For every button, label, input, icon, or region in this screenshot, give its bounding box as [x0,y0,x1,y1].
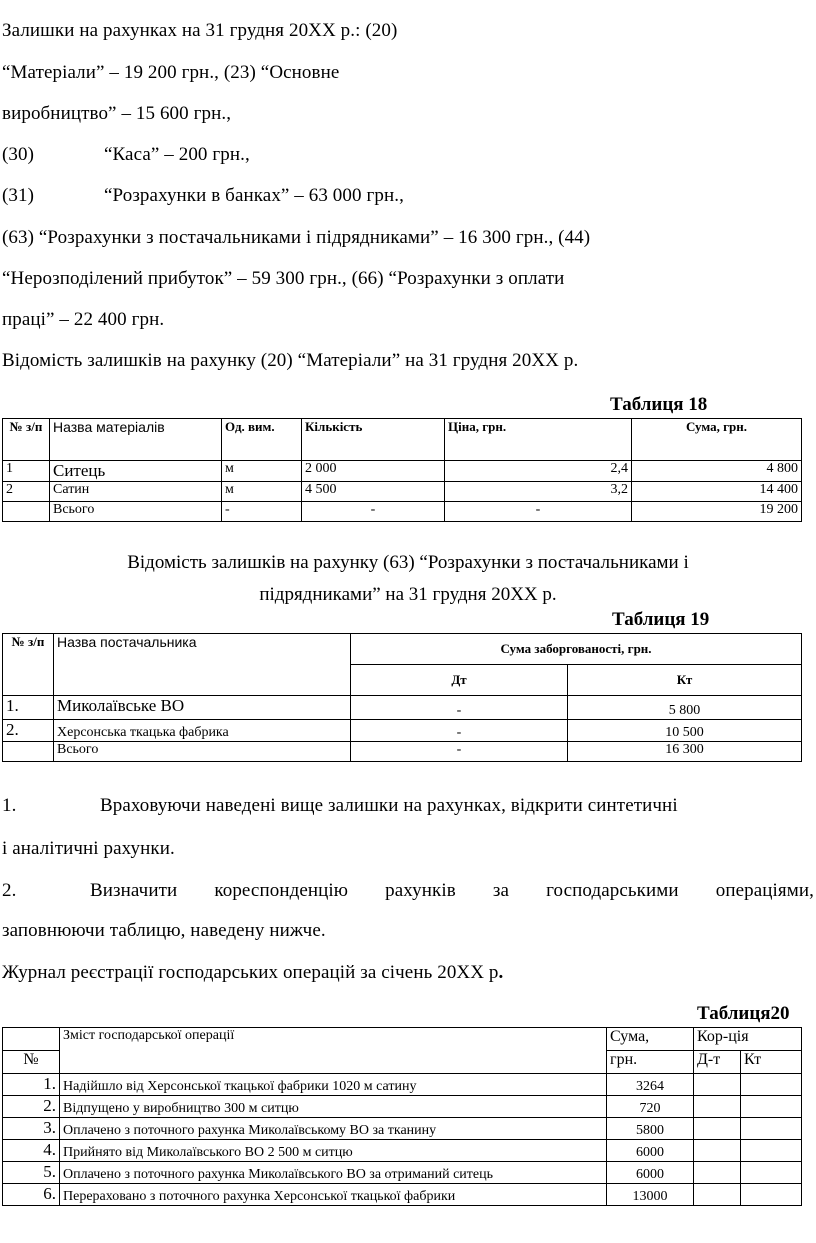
table19-caption: Таблиця 19 [612,609,710,630]
journal-heading [2,962,503,984]
table20-cell-content: Відпущено у виробництво 300 м ситцю [60,1096,607,1118]
table19 [2,633,802,762]
table20-cell-kt[interactable] [741,1184,802,1206]
table20-cell-num: 6. [3,1184,60,1206]
table20-cell-kt[interactable] [741,1162,802,1184]
task-1-line-2: і аналітичні рахунки. [2,838,175,859]
table20-cell-sum: 3264 [607,1074,694,1096]
table20-cell-dt[interactable] [694,1074,741,1096]
table18-total-qty: - [302,502,445,522]
table-row [3,1184,802,1206]
task-number: 2. [2,880,17,901]
task-1-line-1 [2,795,814,817]
table20-header-kt: Кт [741,1051,802,1074]
table-row [3,1074,802,1096]
task-text: Визначити кореспонденцію рахунків за господарськими операціями, [90,880,814,901]
table-row [3,1096,802,1118]
table20-cell-sum: 6000 [607,1140,694,1162]
account-number: (31) [2,185,35,206]
table18-header-sum: Сума, грн. [632,419,802,461]
table19-header-kt: Кт [568,665,802,696]
table19-cell-dt: - [351,696,568,720]
table-row-total [3,502,802,522]
intro-line-1: Залишки на рахунках на 31 грудня 20ХХ р.: (20) [2,20,398,41]
table-row [3,1140,802,1162]
table-row [3,482,802,502]
table20-header-corr: Кор-ція [694,1028,802,1051]
table20 [2,1027,802,1206]
task-2-line-1 [2,880,814,902]
table18-cell-num: 2 [3,482,50,502]
table19-cell-num: 2. [3,720,54,742]
intro-line-4 [2,144,250,166]
table20-caption: Таблиця20 [697,1003,790,1024]
table20-cell-kt[interactable] [741,1118,802,1140]
task-text: Враховуючи наведені вище залишки на рахунках, відкрити синтетичні [100,795,678,816]
table19-cell-num [3,742,54,762]
table18-total-sum: 19 200 [632,502,802,522]
table20-cell-dt[interactable] [694,1118,741,1140]
table18-total-price: - [445,502,632,522]
table19-cell-kt: 10 500 [568,720,802,742]
table18-cell-sum: 4 800 [632,461,802,482]
intro-line-2: “Матеріали” – 19 200 грн., (23) “Основне [2,62,340,83]
table-row [3,720,802,742]
journal-heading-text: Журнал реєстрації господарських операцій за січень 20ХХ р [2,962,499,983]
table20-cell-dt[interactable] [694,1096,741,1118]
table19-header-sum: Сума заборгованості, грн. [351,634,802,665]
table-row [3,1118,802,1140]
table18-cell-qty: 4 500 [302,482,445,502]
table20-cell-num: 4. [3,1140,60,1162]
table19-header-name: Назва постачальника [54,634,351,696]
table19-heading-2: підрядниками” на 31 грудня 20ХХ р. [259,584,557,605]
task-number: 1. [2,795,17,816]
table18-header-num: № з/п [3,419,50,461]
table-row-total [3,742,802,762]
table20-cell-dt[interactable] [694,1162,741,1184]
account-number: (30) [2,144,35,165]
intro-line-5 [2,185,404,207]
table20-cell-kt[interactable] [741,1074,802,1096]
table18-total-label: Всього [50,502,222,522]
table20-cell-content: Перераховано з поточного рахунка Херсонської ткацької фабрики [60,1184,607,1206]
table18-header-qty: Кількість [302,419,445,461]
table18-cell-unit: м [222,482,302,502]
table18-cell-price: 3,2 [445,482,632,502]
table18-header-name: Назва матеріалів [50,419,222,461]
table20-cell-sum: 5800 [607,1118,694,1140]
journal-heading-dot: . [498,962,504,983]
table19-total-dt: - [351,742,568,762]
table20-header-num: № [3,1051,60,1074]
table20-cell-num: 5. [3,1162,60,1184]
table19-cell-num: 1. [3,696,54,720]
table18-cell-num: 1 [3,461,50,482]
table20-header-content: Зміст господарської операції [60,1028,607,1074]
table18-heading: Відомість залишків на рахунку (20) “Матеріали” на 31 грудня 20ХХ р. [2,350,579,371]
table19-cell-dt: - [351,720,568,742]
table20-cell-content: Надійшло від Херсонської ткацької фабрики 1020 м сатину [60,1074,607,1096]
table-row [3,696,802,720]
account-text: “Розрахунки в банках” – 63 000 грн., [104,185,404,206]
table20-header-sum-2: грн. [607,1051,694,1074]
table18-cell-name: Ситець [50,461,222,482]
table19-cell-name: Херсонська ткацька фабрика [54,720,351,742]
intro-line-7: “Нерозподілений прибуток” – 59 300 грн., (66) “Розрахунки з оплати [2,268,565,289]
task-2-line-2: заповнюючи таблицю, наведену нижче. [2,920,326,941]
table20-cell-content: Прийнято від Миколаївського ВО 2 500 м ситцю [60,1140,607,1162]
table20-cell-num: 1. [3,1074,60,1096]
intro-line-6: (63) “Розрахунки з постачальниками і підрядниками” – 16 300 грн., (44) [2,227,591,248]
table19-header-num: № з/п [3,634,54,696]
table19-cell-kt: 5 800 [568,696,802,720]
table20-cell-kt[interactable] [741,1140,802,1162]
table19-total-label: Всього [54,742,351,762]
table18-cell-price: 2,4 [445,461,632,482]
table20-cell-content: Оплачено з поточного рахунка Миколаївського ВО за отриманий ситець [60,1162,607,1184]
table19-cell-name: Миколаївське ВО [54,696,351,720]
table18-cell-qty: 2 000 [302,461,445,482]
account-text: “Каса” – 200 грн., [104,144,250,165]
intro-line-3: виробництво” – 15 600 грн., [2,103,232,124]
table-row [3,461,802,482]
table20-header-dt: Д-т [694,1051,741,1074]
table19-heading-1: Відомість залишків на рахунку (63) “Розрахунки з постачальниками і [127,552,689,573]
table18-caption: Таблиця 18 [610,394,708,415]
table20-cell-num: 3. [3,1118,60,1140]
table20-cell-sum: 6000 [607,1162,694,1184]
table20-cell-content: Оплачено з поточного рахунка Миколаївському ВО за тканину [60,1118,607,1140]
table20-cell-num: 2. [3,1096,60,1118]
table18-cell-sum: 14 400 [632,482,802,502]
table20-cell-sum: 13000 [607,1184,694,1206]
table18-header-price: Ціна, грн. [445,419,632,461]
table-row [3,1162,802,1184]
table18-cell-unit: м [222,461,302,482]
table20-cell-dt[interactable] [694,1140,741,1162]
table18-header-unit: Од. вим. [222,419,302,461]
table18-total-unit: - [222,502,302,522]
table18 [2,418,802,522]
table20-header-sum-1: Сума, [607,1028,694,1051]
table20-cell-sum: 720 [607,1096,694,1118]
table19-total-kt: 16 300 [568,742,802,762]
table18-cell-name: Сатин [50,482,222,502]
table20-cell-dt[interactable] [694,1184,741,1206]
table18-cell-num [3,502,50,522]
table19-header-dt: Дт [351,665,568,696]
table20-header-num-top [3,1028,60,1051]
intro-line-8: праці” – 22 400 грн. [2,309,165,330]
table20-cell-kt[interactable] [741,1096,802,1118]
